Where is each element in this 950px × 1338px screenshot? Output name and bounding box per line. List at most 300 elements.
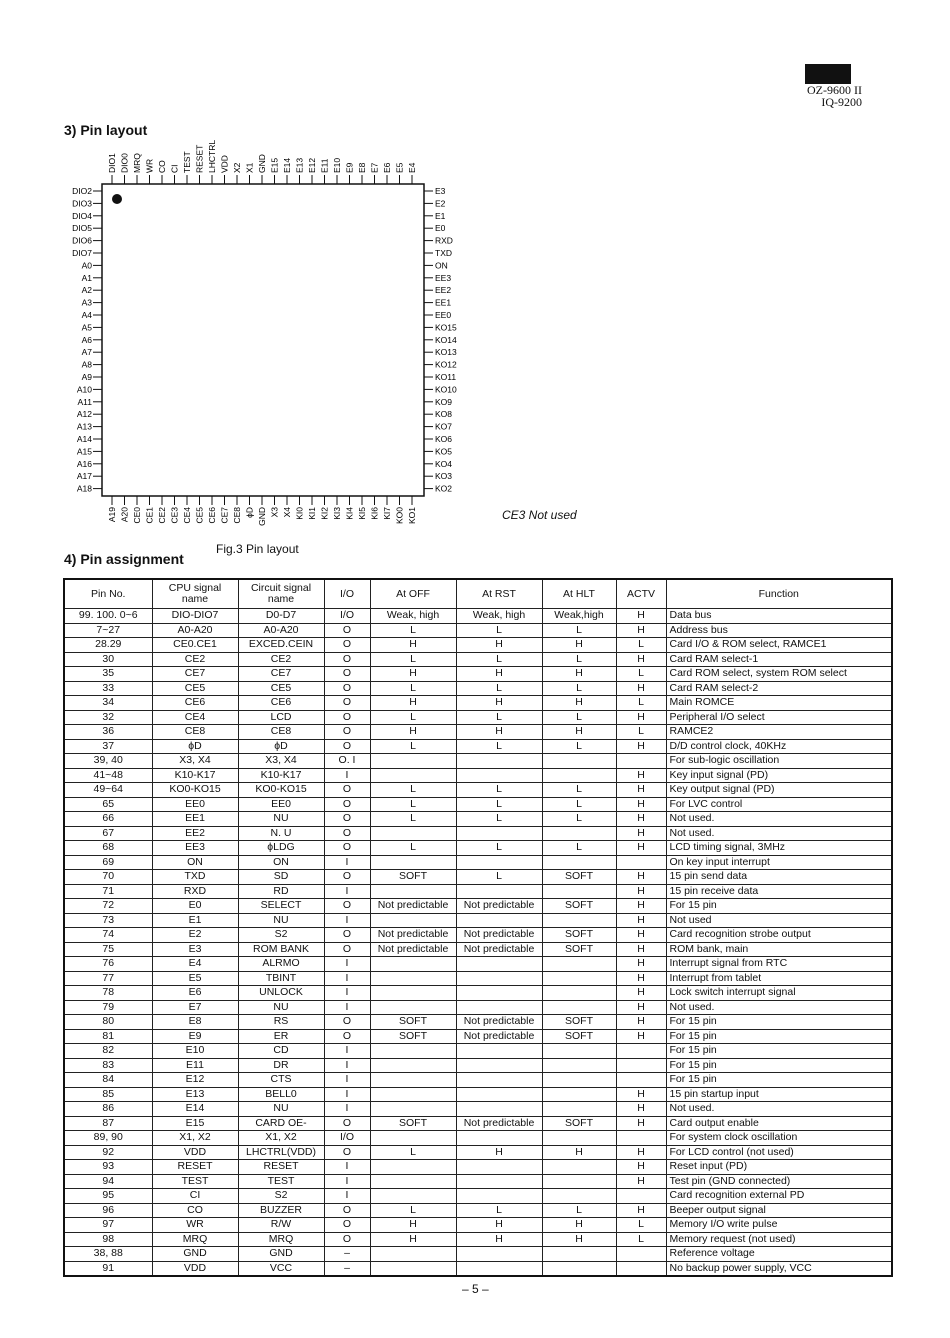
table-cell: H [456, 1218, 542, 1233]
table-cell: CE5 [238, 681, 324, 696]
table-cell: I [324, 1189, 370, 1204]
pin-label-left: A18 [76, 483, 92, 494]
table-cell [456, 826, 542, 841]
table-cell: H [616, 928, 666, 943]
table-cell: H [370, 1232, 456, 1247]
table-cell: 41~48 [64, 768, 152, 783]
table-cell [456, 1247, 542, 1262]
table-cell: L [616, 1218, 666, 1233]
table-cell: Not predictable [456, 928, 542, 943]
table-cell: ϕLDG [238, 841, 324, 856]
table-cell: 99. 100. 0~6 [64, 609, 152, 624]
table-cell: L [370, 841, 456, 856]
table-header-row [64, 579, 892, 609]
table-cell: O [324, 623, 370, 638]
table-cell: H [616, 710, 666, 725]
table-cell [616, 1044, 666, 1059]
pin-label-top: X1 [244, 162, 255, 173]
col-header: At HLT [542, 579, 616, 609]
table-cell: 81 [64, 1029, 152, 1044]
table-cell: 68 [64, 841, 152, 856]
table-cell: 7~27 [64, 623, 152, 638]
col-header: Pin No. [64, 579, 152, 609]
table-cell: L [542, 681, 616, 696]
table-cell: L [370, 710, 456, 725]
table-cell: Not predictable [456, 1015, 542, 1030]
table-cell: L [370, 1145, 456, 1160]
col-header: Circuit signal name [238, 579, 324, 609]
pin-label-top: E8 [357, 162, 367, 173]
table-cell: O [324, 797, 370, 812]
table-cell [370, 913, 456, 928]
table-cell: ON [152, 855, 238, 870]
table-row [64, 710, 892, 725]
table-cell [456, 1058, 542, 1073]
table-cell: 76 [64, 957, 152, 972]
table-cell: 37 [64, 739, 152, 754]
table-cell: L [542, 652, 616, 667]
pin-label-top: DIO1 [107, 153, 117, 173]
pin-label-top: E4 [407, 162, 417, 173]
pin-label-left: A4 [81, 310, 92, 320]
table-row [64, 1131, 892, 1146]
table-cell: H [616, 826, 666, 841]
table-cell: KO0-KO15 [238, 783, 324, 798]
table-cell: A0-A20 [152, 623, 238, 638]
table-cell: Not predictable [370, 942, 456, 957]
table-cell: H [456, 1232, 542, 1247]
table-cell: O [324, 841, 370, 856]
table-cell: LHCTRL(VDD) [238, 1145, 324, 1160]
pin-label-top: E12 [307, 157, 317, 173]
table-cell: Weak, high [370, 609, 456, 624]
table-cell: O [324, 1029, 370, 1044]
table-cell: E0 [152, 899, 238, 914]
table-cell: 95 [64, 1189, 152, 1204]
pin-label-right: KO2 [435, 483, 453, 494]
table-cell [370, 1058, 456, 1073]
table-cell: BELL0 [238, 1087, 324, 1102]
pin-label-left: A15 [76, 446, 92, 457]
table-cell [542, 957, 616, 972]
table-cell: 72 [64, 899, 152, 914]
left-pin-group [72, 186, 102, 494]
table-cell [456, 855, 542, 870]
table-cell: H [616, 1203, 666, 1218]
pin-assignment-heading: 4) Pin assignment [64, 551, 184, 567]
table-row [64, 696, 892, 711]
table-cell: RXD [152, 884, 238, 899]
table-cell: 74 [64, 928, 152, 943]
pin-label-bottom: X4 [282, 507, 292, 518]
table-cell: H [616, 841, 666, 856]
table-cell: E10 [152, 1044, 238, 1059]
table-cell: I [324, 1102, 370, 1117]
table-cell: TXD [152, 870, 238, 885]
col-header: I/O [324, 579, 370, 609]
table-cell [616, 1131, 666, 1146]
table-cell: Beeper output signal [666, 1203, 892, 1218]
table-cell: O [324, 826, 370, 841]
table-cell: ON [238, 855, 324, 870]
table-cell: H [370, 638, 456, 653]
table-cell: O [324, 710, 370, 725]
pin-layout-diagram [0, 0, 950, 560]
pin-label-top: MRQ [132, 153, 142, 173]
table-cell: MRQ [238, 1232, 324, 1247]
pin-label-left: A1 [81, 272, 92, 283]
table-cell: D/D control clock, 40KHz [666, 739, 892, 754]
table-cell: L [542, 739, 616, 754]
pin-label-left: DIO4 [72, 210, 92, 221]
table-cell: O [324, 783, 370, 798]
table-cell: 97 [64, 1218, 152, 1233]
table-cell [370, 1000, 456, 1015]
table-cell: SD [238, 870, 324, 885]
table-cell: L [616, 667, 666, 682]
pin-label-right: RXD [435, 235, 453, 246]
table-cell: 30 [64, 652, 152, 667]
table-cell: L [370, 783, 456, 798]
table-cell [456, 1102, 542, 1117]
table-cell: TEST [238, 1174, 324, 1189]
table-cell [370, 1160, 456, 1175]
page-number: – 5 – [462, 1282, 489, 1296]
table-cell: Not predictable [456, 942, 542, 957]
table-cell: BUZZER [238, 1203, 324, 1218]
pin-label-right: KO11 [435, 372, 457, 382]
table-cell [542, 1044, 616, 1059]
table-cell: H [542, 1218, 616, 1233]
table-cell: EE0 [238, 797, 324, 812]
table-cell: E5 [152, 971, 238, 986]
table-row [64, 841, 892, 856]
table-cell: 77 [64, 971, 152, 986]
table-cell: H [616, 783, 666, 798]
table-cell [542, 1000, 616, 1015]
table-row [64, 681, 892, 696]
table-cell: I [324, 971, 370, 986]
table-cell [456, 971, 542, 986]
table-cell: SELECT [238, 899, 324, 914]
table-cell: L [616, 1232, 666, 1247]
pin-label-top: CI [169, 164, 180, 173]
table-row [64, 1145, 892, 1160]
table-cell: Card ROM select, system ROM select [666, 667, 892, 682]
table-cell [370, 1189, 456, 1204]
table-cell [456, 986, 542, 1001]
table-cell: For 15 pin [666, 1015, 892, 1030]
table-cell [456, 1174, 542, 1189]
table-cell: For LVC control [666, 797, 892, 812]
table-cell: CE4 [152, 710, 238, 725]
table-cell: 15 pin receive data [666, 884, 892, 899]
table-cell: CE6 [238, 696, 324, 711]
right-pin-group [424, 186, 457, 494]
table-cell: Weak, high [456, 609, 542, 624]
table-cell: 65 [64, 797, 152, 812]
table-cell: Reference voltage [666, 1247, 892, 1262]
table-cell: L [370, 652, 456, 667]
table-cell: H [616, 986, 666, 1001]
table-cell: L [616, 725, 666, 740]
table-cell [370, 1131, 456, 1146]
table-cell: 87 [64, 1116, 152, 1131]
table-cell [542, 1174, 616, 1189]
table-cell: I [324, 957, 370, 972]
pin-label-bottom: X3 [269, 507, 280, 518]
table-cell: O [324, 667, 370, 682]
table-cell [542, 768, 616, 783]
pin-assignment-table [63, 578, 893, 1277]
table-cell: N. U [238, 826, 324, 841]
pin-label-right: KO12 [435, 359, 457, 370]
pin-label-right: KO10 [435, 384, 457, 395]
table-cell [542, 1073, 616, 1088]
table-cell: Key output signal (PD) [666, 783, 892, 798]
pin-label-left: A9 [81, 372, 92, 382]
bottom-pin-group [107, 496, 417, 526]
table-cell [370, 1087, 456, 1102]
table-cell: VDD [152, 1261, 238, 1276]
table-cell: L [370, 1203, 456, 1218]
table-cell: NU [238, 913, 324, 928]
table-cell: H [616, 942, 666, 957]
table-cell: I [324, 913, 370, 928]
table-cell: E2 [152, 928, 238, 943]
table-row [64, 870, 892, 885]
table-row [64, 1218, 892, 1233]
table-cell [542, 826, 616, 841]
table-cell: L [542, 783, 616, 798]
table-cell: E15 [152, 1116, 238, 1131]
table-cell: X1, X2 [238, 1131, 324, 1146]
pin-label-right: KO5 [435, 446, 453, 457]
pin-label-left: A13 [76, 421, 92, 432]
table-cell [542, 986, 616, 1001]
pin-label-bottom: A20 [119, 507, 130, 523]
table-cell: H [616, 812, 666, 827]
table-cell: K10-K17 [152, 768, 238, 783]
table-row [64, 623, 892, 638]
table-cell: – [324, 1247, 370, 1262]
table-cell: SOFT [542, 1116, 616, 1131]
table-cell: L [456, 870, 542, 885]
table-cell: I [324, 1058, 370, 1073]
model-line-1: OZ-9600 II [807, 83, 862, 97]
table-cell: For 15 pin [666, 1058, 892, 1073]
table-row [64, 928, 892, 943]
table-cell: H [370, 1218, 456, 1233]
table-cell: O [324, 1218, 370, 1233]
table-cell: – [324, 1261, 370, 1276]
table-cell: MRQ [152, 1232, 238, 1247]
pin-label-bottom: KI2 [319, 507, 330, 520]
table-cell: Not predictable [370, 928, 456, 943]
table-cell [370, 971, 456, 986]
table-cell [370, 826, 456, 841]
table-cell: L [456, 797, 542, 812]
table-cell: VCC [238, 1261, 324, 1276]
table-cell: I [324, 1000, 370, 1015]
pin-label-bottom: KI4 [344, 507, 355, 520]
table-cell [456, 1131, 542, 1146]
table-cell [370, 754, 456, 769]
table-cell: L [456, 710, 542, 725]
pin-label-left: A7 [81, 347, 92, 358]
table-cell: TEST [152, 1174, 238, 1189]
table-cell: H [370, 667, 456, 682]
table-cell: Weak,high [542, 609, 616, 624]
table-cell: S2 [238, 928, 324, 943]
table-row [64, 638, 892, 653]
table-cell: I/O [324, 609, 370, 624]
table-cell [456, 768, 542, 783]
table-cell: For system clock oscillation [666, 1131, 892, 1146]
table-row [64, 783, 892, 798]
table-cell: Memory I/O write pulse [666, 1218, 892, 1233]
table-cell: For 15 pin [666, 1044, 892, 1059]
pin-label-bottom: KI5 [357, 507, 367, 520]
table-cell: VDD [152, 1145, 238, 1160]
pin-label-right: KO13 [435, 347, 457, 358]
table-cell [616, 1261, 666, 1276]
table-cell: CTS [238, 1073, 324, 1088]
pin-label-left: A6 [81, 334, 92, 345]
table-cell: For sub-logic oscillation [666, 754, 892, 769]
pin-label-left: A2 [81, 285, 92, 296]
table-cell: H [616, 870, 666, 885]
table-cell: O [324, 870, 370, 885]
table-row [64, 986, 892, 1001]
table-cell: D0-D7 [238, 609, 324, 624]
table-row [64, 971, 892, 986]
table-cell: No backup power supply, VCC [666, 1261, 892, 1276]
pin-label-top: E15 [269, 157, 280, 173]
table-cell: 85 [64, 1087, 152, 1102]
pin-label-top: E14 [282, 157, 292, 173]
table-cell: RAMCE2 [666, 725, 892, 740]
table-cell: 71 [64, 884, 152, 899]
table-cell: 66 [64, 812, 152, 827]
table-row [64, 1029, 892, 1044]
table-cell: Not predictable [456, 1029, 542, 1044]
table-row [64, 1232, 892, 1247]
table-cell: I [324, 1073, 370, 1088]
table-cell: I [324, 884, 370, 899]
pin-label-right: E1 [435, 210, 446, 221]
table-cell: L [456, 681, 542, 696]
table-cell: I [324, 1174, 370, 1189]
table-cell: GND [238, 1247, 324, 1262]
pin-label-left: A14 [76, 434, 92, 444]
table-cell: CO [152, 1203, 238, 1218]
pin-label-left: DIO3 [72, 198, 92, 209]
table-cell: L [616, 638, 666, 653]
table-cell: Data bus [666, 609, 892, 624]
pin-label-bottom: CE2 [157, 507, 167, 524]
table-cell: L [542, 710, 616, 725]
col-header: CPU signal name [152, 579, 238, 609]
pin-label-left: A8 [81, 359, 92, 370]
table-cell: H [616, 1015, 666, 1030]
pin-label-left: A17 [76, 471, 92, 482]
pin-label-bottom: KO0 [394, 507, 405, 525]
table-cell: O [324, 899, 370, 914]
table-cell: H [542, 667, 616, 682]
table-cell [542, 884, 616, 899]
table-row [64, 667, 892, 682]
table-cell: CE6 [152, 696, 238, 711]
table-cell: 49~64 [64, 783, 152, 798]
table-cell: Not predictable [456, 1116, 542, 1131]
table-row [64, 1058, 892, 1073]
table-cell: Lock switch interrupt signal [666, 986, 892, 1001]
pin-label-bottom: CE6 [207, 507, 217, 524]
table-cell: 91 [64, 1261, 152, 1276]
table-cell: H [456, 638, 542, 653]
table-cell: O [324, 1116, 370, 1131]
pin-label-right: KO9 [435, 396, 453, 407]
table-cell: H [370, 696, 456, 711]
pin-label-top: E9 [344, 162, 355, 173]
table-cell: L [456, 783, 542, 798]
table-cell: H [616, 1160, 666, 1175]
table-cell [542, 1189, 616, 1204]
table-cell: 33 [64, 681, 152, 696]
table-cell: CD [238, 1044, 324, 1059]
col-header: ACTV [616, 579, 666, 609]
table-cell: H [542, 725, 616, 740]
pin1-marker-dot [112, 194, 122, 204]
table-row [64, 1203, 892, 1218]
table-cell: Card RAM select-2 [666, 681, 892, 696]
table-row [64, 1116, 892, 1131]
pin-label-left: A5 [81, 322, 92, 333]
pin-label-right: E2 [435, 198, 446, 209]
table-cell: I [324, 1087, 370, 1102]
pin-label-top: E7 [369, 162, 380, 173]
table-cell: L [456, 652, 542, 667]
table-cell: L [370, 797, 456, 812]
table-cell: RESET [238, 1160, 324, 1175]
table-row [64, 913, 892, 928]
pin-label-bottom: KI0 [294, 507, 305, 520]
table-row [64, 1261, 892, 1276]
table-cell: L [542, 812, 616, 827]
table-cell: Reset input (PD) [666, 1160, 892, 1175]
pin-label-top: LHCTRL [207, 139, 217, 173]
col-header: Function [666, 579, 892, 609]
table-cell: CE8 [152, 725, 238, 740]
pin-label-bottom: CE3 [169, 507, 180, 524]
pin-label-top: E5 [394, 162, 405, 173]
table-cell: RD [238, 884, 324, 899]
table-cell: CE7 [152, 667, 238, 682]
pin-label-top: E10 [332, 157, 342, 173]
table-cell [616, 1189, 666, 1204]
table-cell [370, 1174, 456, 1189]
table-cell [542, 1087, 616, 1102]
table-cell: 39, 40 [64, 754, 152, 769]
table-cell: 15 pin startup input [666, 1087, 892, 1102]
pin-label-top: DIO0 [119, 153, 130, 173]
table-cell: O [324, 928, 370, 943]
table-cell [542, 1102, 616, 1117]
table-cell: For 15 pin [666, 1029, 892, 1044]
table-row [64, 1102, 892, 1117]
table-cell [616, 754, 666, 769]
